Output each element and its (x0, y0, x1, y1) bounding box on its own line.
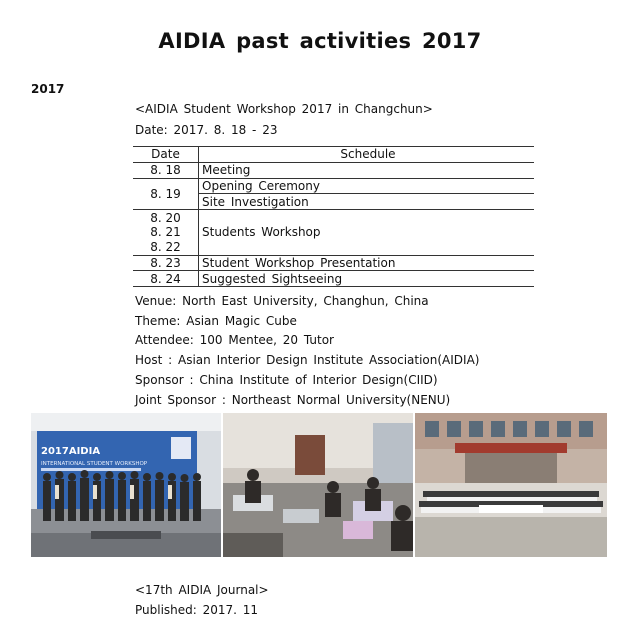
date-cell: 8. 24 (133, 271, 199, 287)
table-row (133, 255, 534, 271)
date-header: Date (133, 147, 199, 163)
sponsor-text: Sponsor : China Institute of Interior Design(CIID) (135, 373, 438, 387)
schedule-cell: Student Workshop Presentation (199, 255, 535, 271)
venue-text: Venue: North East University, Changhun, China (135, 294, 429, 308)
date-cell: 8. 21 (133, 225, 199, 240)
joint-sponsor-text: Joint Sponsor : Northeast Normal University(NENU) (135, 393, 451, 407)
schedule-table (133, 146, 534, 287)
outdoor-group-photo (415, 413, 607, 557)
date-cell: 8. 23 (133, 255, 199, 271)
table-row (133, 210, 534, 225)
schedule-cell: Site Investigation (199, 194, 535, 210)
attendee-text: Attendee: 100 Mentee, 20 Tutor (135, 333, 334, 347)
journal-heading: <17th AIDIA Journal> (135, 583, 269, 597)
banner-title: 2017AIDIA (41, 446, 101, 457)
table-header-row (133, 147, 534, 163)
banner-subtitle: INTERNATIONAL STUDENT WORKSHOP (41, 461, 148, 467)
date-cell: 8. 22 (133, 240, 199, 255)
schedule-cell: Opening Ceremony (199, 178, 535, 194)
workshop-room-photo (223, 413, 413, 557)
date-cell: 8. 20 (133, 210, 199, 225)
schedule-cell: Suggested Sightseeing (199, 271, 535, 287)
date-cell: 8. 18 (133, 162, 199, 178)
workshop-heading: <AIDIA Student Workshop 2017 in Changchun> (135, 102, 433, 116)
schedule-cell: Meeting (199, 162, 535, 178)
journal-published: Published: 2017. 11 (135, 603, 259, 617)
date-cell: 8. 19 (133, 178, 199, 210)
table-row (133, 271, 534, 287)
table-row (133, 162, 534, 178)
group-photo-banner (31, 413, 221, 557)
theme-text: Theme: Asian Magic Cube (135, 314, 297, 328)
table-row (133, 178, 534, 194)
schedule-cell: Students Workshop (199, 210, 535, 255)
workshop-date: Date: 2017. 8. 18 - 23 (135, 123, 278, 137)
host-text: Host : Asian Interior Design Institute Association(AIDIA) (135, 353, 480, 367)
year-heading: 2017 (31, 82, 65, 96)
page-title: AIDIA past activities 2017 (158, 29, 482, 53)
schedule-header: Schedule (199, 147, 535, 163)
